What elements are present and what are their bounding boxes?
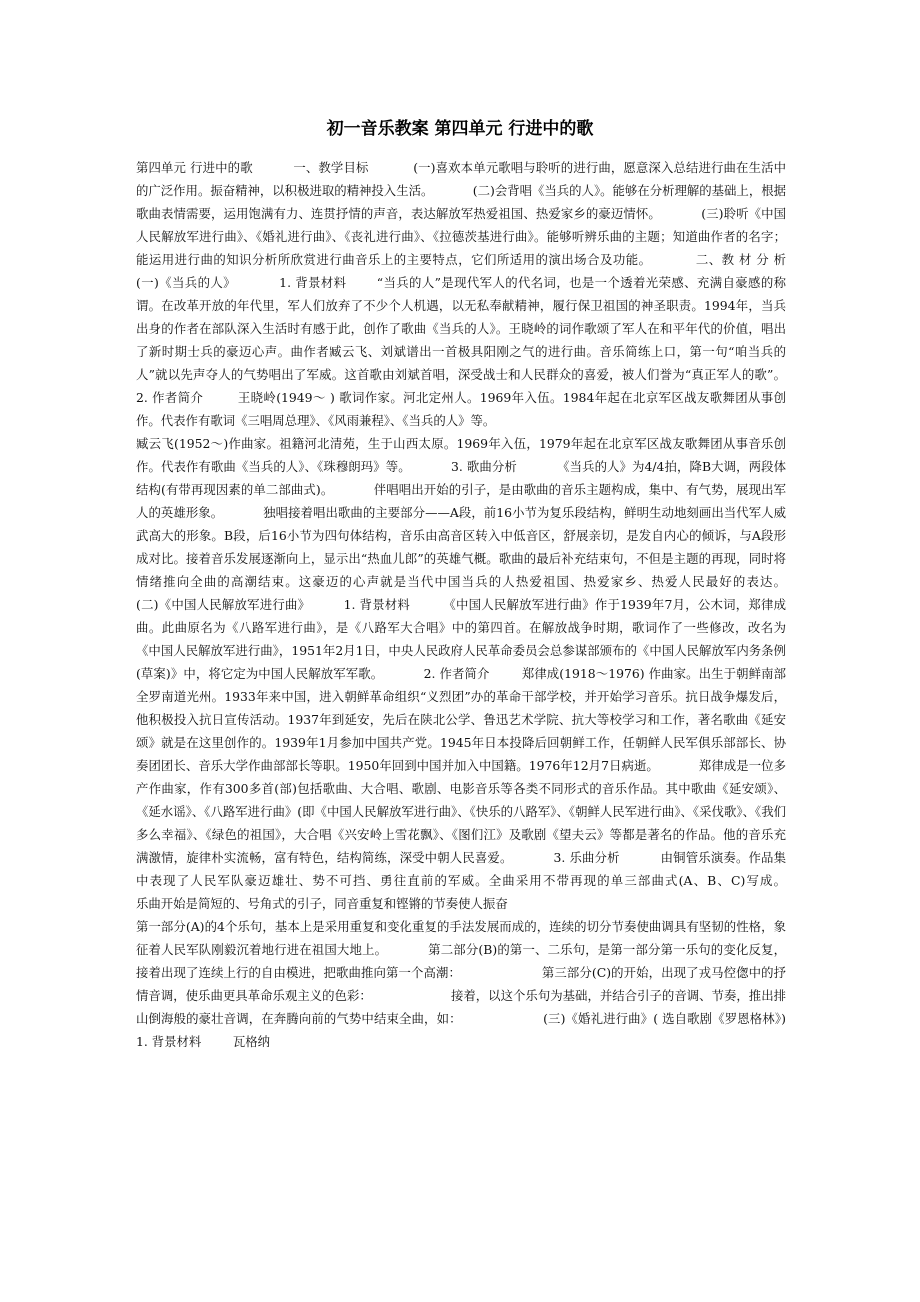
document-body-text: 第四单元 行进中的歌 一、教学目标 (一)喜欢本单元歌唱与聆听的进行曲，愿意深入总结进行曲在生活中的广泛作用。振奋精神，以积极进取的精神投入生活。 (二)会背唱《当兵的人》。能够在分析理解的基础上，根据歌曲表情需要，运用饱满有力、连贯抒情的声音，表达解放军热爱祖国、热爱家乡的豪迈情怀。 (三)聆听《中国人民解放军进行曲》、《婚礼进行曲》、《丧礼进行曲》、《拉德茨基进行曲》。能够听辨乐曲的主题；知道曲作者的名字；能运用进行曲的知识分析所欣赏进行曲音乐上的主要特点，它们所适用的演出场合及功能。 二、教 材 分 析 (一)《当兵的人》 1. 背景材料 “当兵的人”是现代军人的代名词，也是一个透着光荣感、充满自豪感的称谓。在改革开放的年代里，军人们放弃了不少个人机遇，以无私奉献精神，履行保卫祖国的神圣职责。1994年，当兵出身的作者在部队深入生活时有感于此，创作了歌曲《当兵的人》。王晓岭的词作歌颂了军人在和平年代的价值，唱出了新时期士兵的豪迈心声。曲作者臧云飞、刘斌谱出一首极具阳刚之气的进行曲。音乐简练上口，第一句“咱当兵的人”就以先声夺人的气势唱出了军威。这首歌由刘斌首唱，深受战士和人民群众的喜爱，被人们誉为“真正军人的歌”。 2. 作者简介 王晓岭(1949～ ) 歌词作家。河北定州人。1969年入伍。1984年起在北京军区战友歌舞团从事创作。代表作有歌词《三唱周总理》、《风雨兼程》、《当兵的人》等。 臧云飞(1952～)作曲家。祖籍河北清苑，生于山西太原。1969年入伍，1979年起在北京军区战友歌舞团从事音乐创作。代表作有歌曲《当兵的人》、《珠穆朗玛》等。 3. 歌曲分析 《当兵的人》为4/4拍，降B大调，两段体结构(有带再现因素的单二部曲式)。 伴唱唱出开始的引子，是由歌曲的音乐主题构成，集中、有气势，展现出军人的英雄形象。 独唱接着唱出歌曲的主要部分——A段，前16小节为复乐段结构，鲜明生动地刻画出当代军人威武高大的形象。B段，后16小节为四句体结构，音乐由高音区转入中低音区，舒展亲切，是发自内心的倾诉，与A段形成对比。接着音乐发展逐渐向上，显示出“热血儿郎”的英雄气概。歌曲的最后补充结束句，不但是主题的再现，同时将情绪推向全曲的高潮结束。这豪迈的心声就是当代中国当兵的人热爱祖国、热爱家乡、热爱人民最好的表达。 (二)《中国人民解放军进行曲》 1. 背景材料 《中国人民解放军进行曲》作于1939年7月，公木词，郑律成曲。此曲原名为《八路军进行曲》，是《八路军大合唱》中的第四首。在解放战争时期，歌词作了一些修改，改名为《中国人民解放军进行曲》，1951年2月1日，中央人民政府人民革命委员会总参谋部颁布的《中国人民解放军内务条例(草案)》中，将它定为中国人民解放军军歌。 2. 作者简介 郑律成(1918～1976) 作曲家。出生于朝鲜南部全罗南道光州。1933年来中国，进入朝鲜革命组织“义烈团”办的革命干部学校，并开始学习音乐。抗日战争爆发后，他积极投入抗日宣传活动。1937年到延安，先后在陕北公学、鲁迅艺术学院、抗大等校学习和工作，著名歌曲《延安颂》就是在这里创作的。1939年1月参加中国共产党。1945年日本投降后回朝鲜工作，任朝鲜人民军俱乐部部长、协奏团团长、音乐大学作曲部部长等职。1950年回到中国并加入中国籍。1976年12月7日病逝。 郑律成是一位多产作曲家，作有300多首(部)包括歌曲、大合唱、歌剧、电影音乐等各类不同形式的音乐作品。其中歌曲《延安颂》、《延水谣》、《八路军进行曲》(即《中国人民解放军进行曲》、《快乐的八路军》、《朝鲜人民军进行曲》、《采伐歌》、《我们多么幸福》、《绿色的祖国》，大合唱《兴安岭上雪花飘》、《图们江》及歌剧《望夫云》等都是著名的作品。他的音乐充满激情，旋律朴实流畅，富有特色，结构简练，深受中朝人民喜爱。 3. 乐曲分析 由铜管乐演奏。作品集中表现了人民军队豪迈雄壮、势不可挡、勇往直前的军威。全曲采用不带再现的单三部曲式(A、B、C)写成。 乐曲开始是简短的、号角式的引子，同音重复和铿锵的节奏使人振奋 第一部分(A)的4个乐句，基本上是采用重复和变化重复的手法发展而成的，连续的切分节奏使曲调具有坚韧的性格，象征着人民军队刚毅沉着地行进在祖国大地上。 第二部分(B)的第一、二乐句，是第一部分第一乐句的变化反复，接着出现了连续上行的自由模进，把歌曲推向第一个高潮： 第三部分(C)的开始，出现了戎马倥偬中的抒情音调，使乐曲更具革命乐观主义的色彩： 接着，以这个乐句为基础，并结合引子的音调、节奏，推出排山倒海般的豪壮音调，在奔腾向前的气势中结束全曲，如： (三)《婚礼进行曲》( 选自歌剧《罗恩格林》) 1. 背景材料 瓦格纳	[136, 160, 786, 1049]
document-title: 初一音乐教案 第四单元 行进中的歌	[326, 119, 594, 139]
